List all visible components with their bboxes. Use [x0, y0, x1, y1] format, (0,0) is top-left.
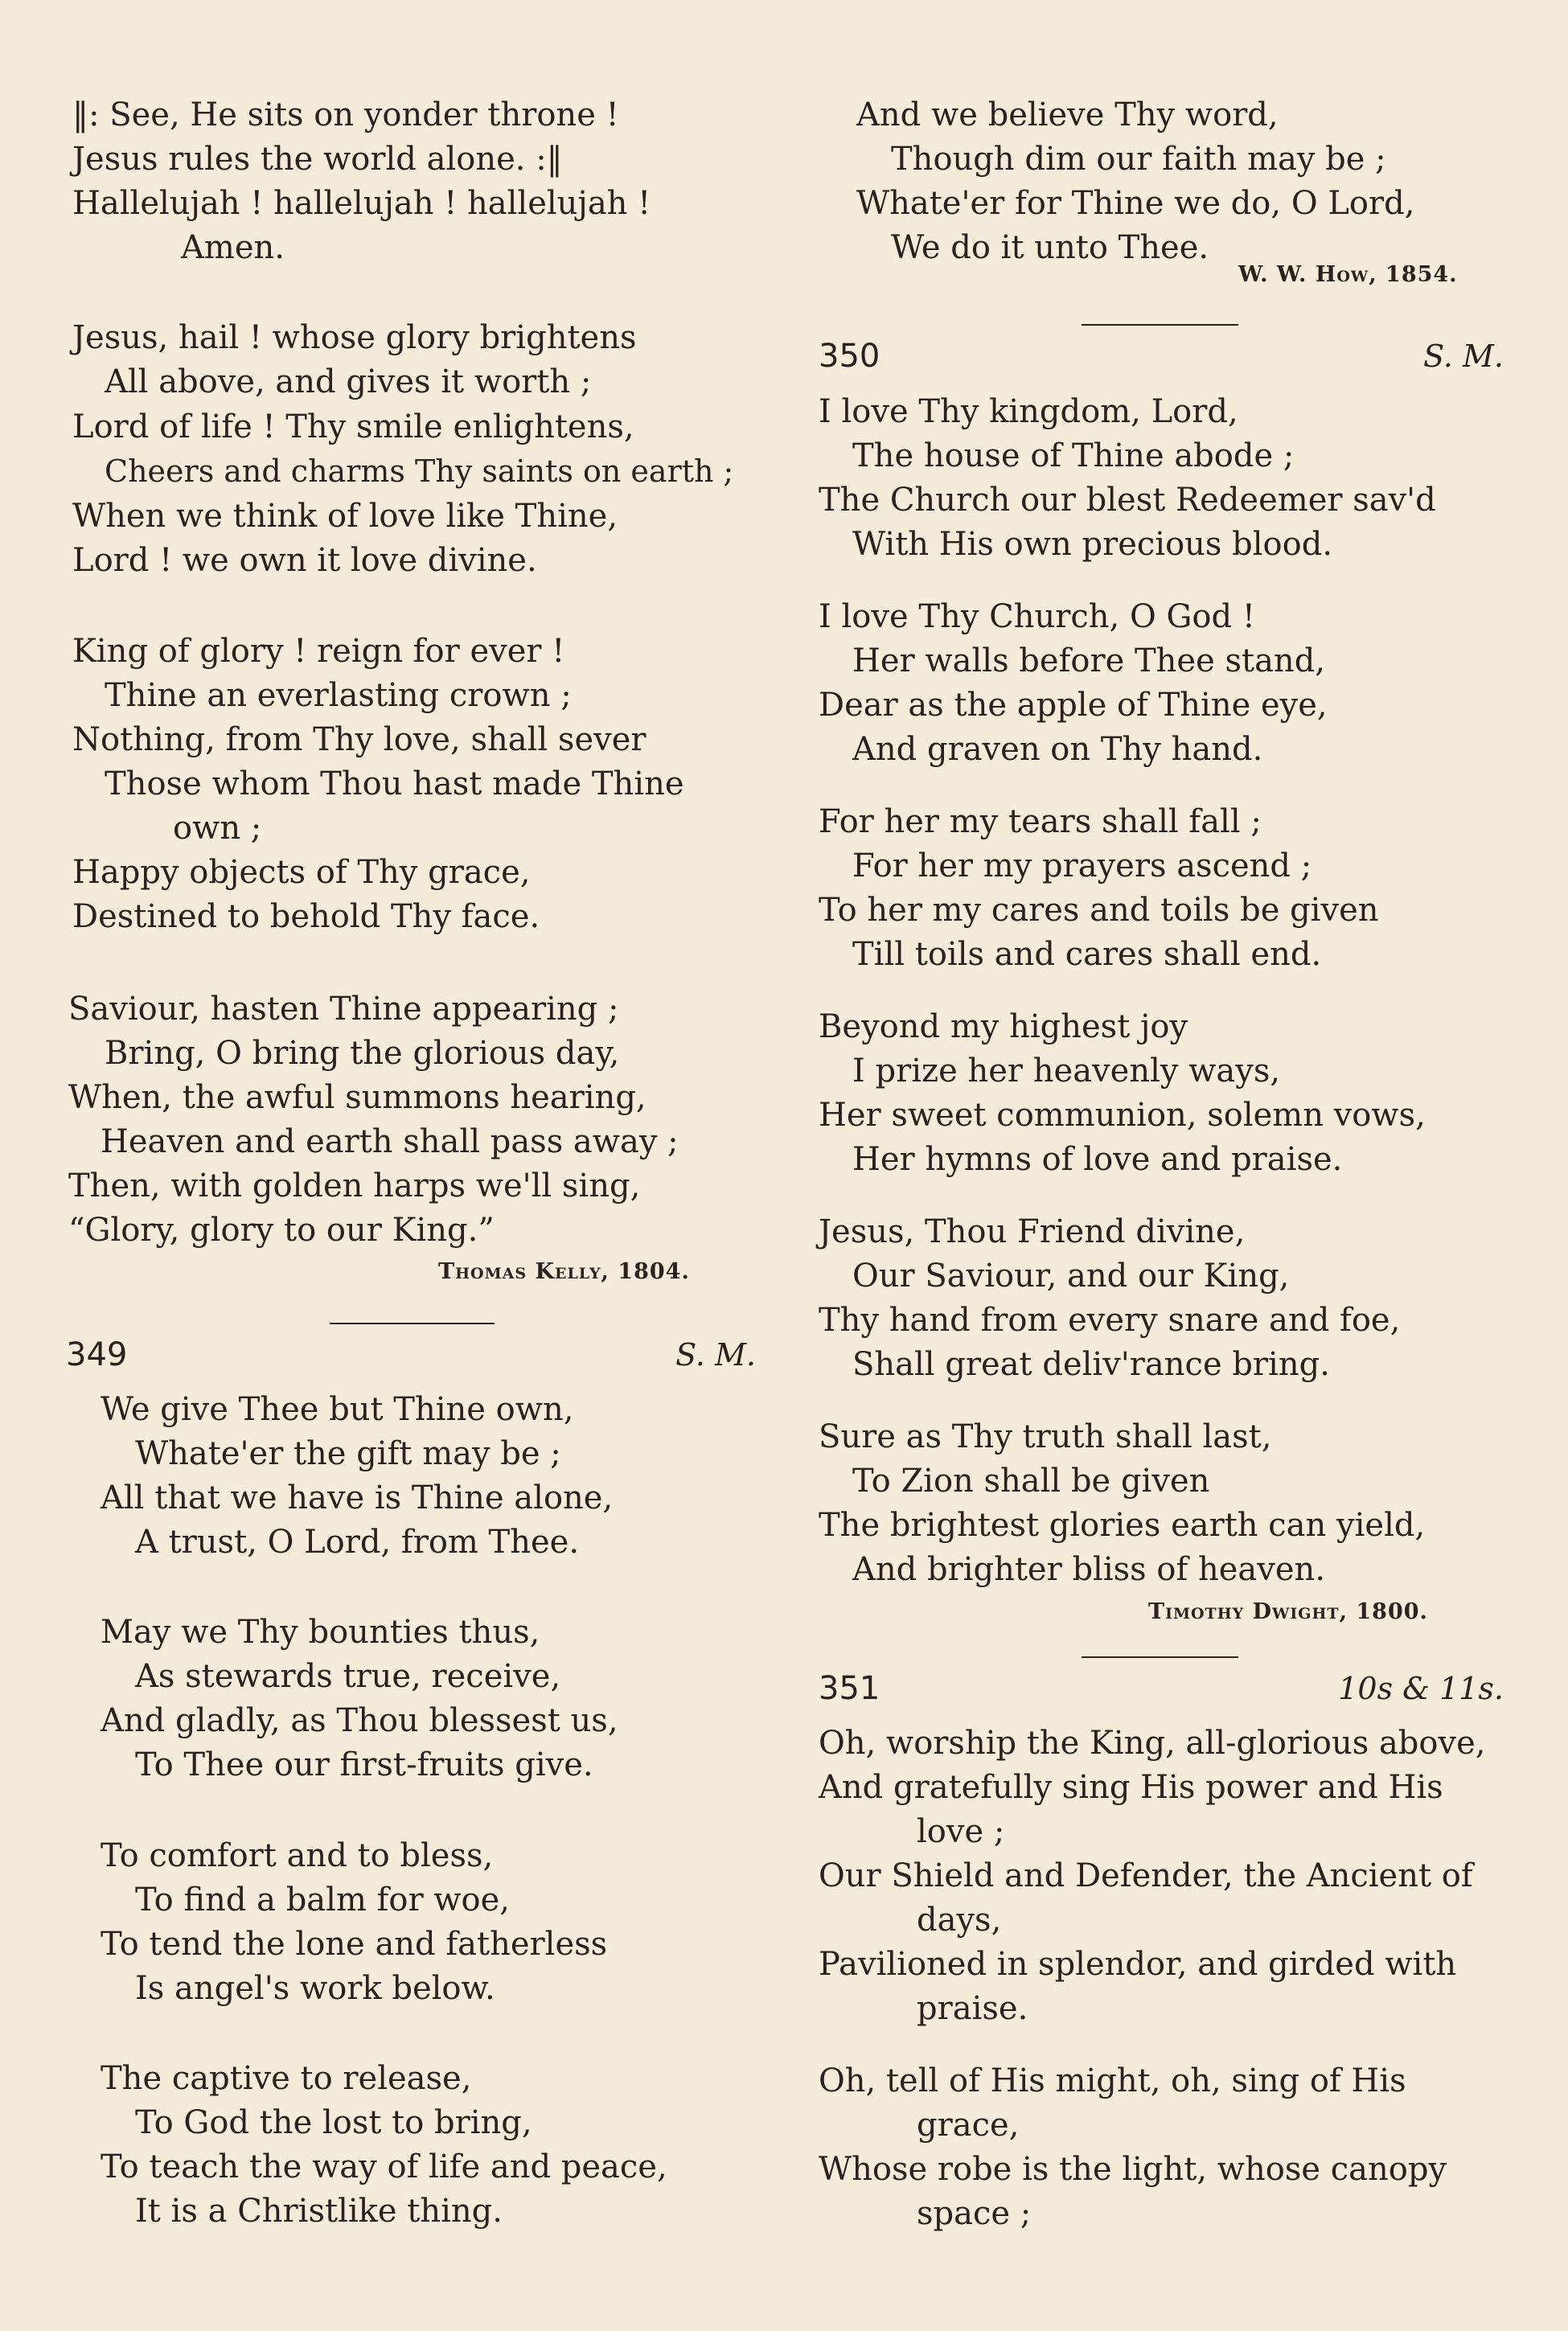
verse-line: And brighter bliss of heaven. — [852, 1551, 1326, 1588]
verse-line: Our Shield and Defender, the Ancient of — [819, 1857, 1473, 1894]
verse-line: And gladly, as Thou blessest us, — [101, 1702, 618, 1739]
hymn-number: 350 — [819, 338, 880, 375]
verse-line: When we think of love like Thine, — [72, 498, 618, 535]
verse-line: Whate'er for Thine we do, O Lord, — [856, 185, 1415, 222]
verse-line: Hallelujah ! hallelujah ! hallelujah ! — [72, 185, 651, 222]
verse-line: Thine an everlasting crown ; — [105, 677, 572, 714]
hymn-divider — [1082, 1656, 1238, 1658]
verse-line: Her sweet communion, solemn vows, — [819, 1097, 1426, 1134]
verse-line: Her hymns of love and praise. — [852, 1141, 1343, 1178]
hymn-meter: 10s & 11s. — [1338, 1671, 1504, 1706]
verse-line: Whose robe is the light, whose canopy — [819, 2151, 1447, 2188]
verse-line: praise. — [917, 1990, 1028, 2027]
verse-line: Jesus, hail ! whose glory brightens — [72, 319, 637, 356]
verse-line: Though dim our faith may be ; — [891, 141, 1386, 178]
verse-line: grace, — [917, 2107, 1020, 2144]
verse-line: As stewards true, receive, — [135, 1658, 561, 1695]
verse-line: Shall great deliv'rance bring. — [852, 1346, 1330, 1383]
verse-line: All that we have is Thine alone, — [101, 1479, 614, 1516]
verse-line: Our Saviour, and our King, — [852, 1258, 1290, 1295]
verse-line: We do it unto Thee. — [891, 229, 1209, 266]
verse-line: It is a Christlike thing. — [135, 2193, 503, 2230]
verse-line: To God the lost to bring, — [135, 2104, 532, 2141]
verse-line: I love Thy Church, O God ! — [819, 598, 1255, 635]
author-credit: Thomas Kelly, 1804. — [438, 1259, 690, 1284]
verse-line: When, the awful summons hearing, — [68, 1079, 646, 1116]
author-credit: Timothy Dwight, 1800. — [1148, 1599, 1428, 1624]
verse-line: I love Thy kingdom, Lord, — [819, 393, 1238, 430]
verse-line: We give Thee but Thine own, — [101, 1391, 574, 1428]
verse-line: Till toils and cares shall end. — [852, 936, 1322, 973]
hymn-meter: S. M. — [1423, 339, 1504, 374]
verse-line: Whate'er the gift may be ; — [135, 1435, 561, 1472]
verse-line: Is angel's work below. — [135, 1970, 495, 2007]
verse-line: Amen. — [181, 229, 285, 266]
verse-line: For her my prayers ascend ; — [852, 847, 1312, 884]
verse-line: To comfort and to bless, — [101, 1837, 494, 1874]
verse-line: To find a balm for woe, — [135, 1882, 511, 1919]
hymn-divider — [330, 1323, 495, 1324]
verse-line: ‖: See, He sits on yonder throne ! — [72, 96, 619, 133]
verse-line: A trust, O Lord, from Thee. — [135, 1524, 580, 1561]
verse-line: Then, with golden harps we'll sing, — [68, 1168, 641, 1204]
verse-line: Dear as the apple of Thine eye, — [819, 687, 1328, 724]
verse-line: The captive to release, — [101, 2060, 472, 2097]
verse-line: Those whom Thou hast made Thine — [105, 765, 684, 802]
verse-line: And gratefully sing His power and His — [819, 1769, 1443, 1806]
verse-line: And we believe Thy word, — [856, 96, 1279, 133]
verse-line: Destined to behold Thy face. — [72, 898, 540, 935]
author-credit: W. W. How, 1854. — [1238, 262, 1458, 287]
hymn-number: 351 — [819, 1670, 880, 1707]
verse-line: days, — [917, 1902, 1002, 1939]
verse-line: I prize her heavenly ways, — [852, 1053, 1281, 1090]
verse-line: Lord of life ! Thy smile enlightens, — [72, 408, 634, 445]
verse-line: Beyond my highest joy — [819, 1008, 1188, 1045]
verse-line: love ; — [917, 1813, 1005, 1850]
hymn-divider — [1082, 324, 1238, 326]
hymn-number: 349 — [66, 1336, 128, 1373]
verse-line: For her my tears shall fall ; — [819, 803, 1262, 840]
verse-line: And graven on Thy hand. — [852, 731, 1263, 768]
verse-line: To tend the lone and fatherless — [101, 1926, 608, 1963]
verse-line: space ; — [917, 2195, 1032, 2232]
verse-line: With His own precious blood. — [852, 526, 1333, 563]
verse-line: To her my cares and toils be given — [819, 892, 1379, 929]
verse-line: Jesus, Thou Friend divine, — [819, 1213, 1246, 1250]
hymn-meter: S. M. — [675, 1337, 756, 1373]
verse-line: The Church our blest Redeemer sav'd — [819, 482, 1436, 519]
verse-line: Bring, O bring the glorious day, — [105, 1035, 620, 1072]
verse-line: To Thee our first-fruits give. — [135, 1746, 593, 1783]
verse-line: King of glory ! reign for ever ! — [72, 633, 565, 670]
verse-line: Thy hand from every snare and foe, — [819, 1302, 1401, 1339]
verse-line: To teach the way of life and peace, — [101, 2148, 667, 2185]
verse-line: To Zion shall be given — [852, 1463, 1210, 1500]
verse-line: Nothing, from Thy love, shall sever — [72, 721, 646, 758]
verse-line: Sure as Thy truth shall last, — [819, 1418, 1272, 1455]
verse-line: Saviour, hasten Thine appearing ; — [68, 991, 619, 1028]
verse-line: Jesus rules the world alone. :‖ — [72, 141, 563, 178]
verse-line: All above, and gives it worth ; — [105, 363, 592, 400]
verse-line: Cheers and charms Thy saints on earth ; — [105, 453, 734, 489]
verse-line: The brightest glories earth can yield, — [819, 1507, 1426, 1544]
verse-line: Lord ! we own it love divine. — [72, 542, 537, 579]
verse-line: May we Thy bounties thus, — [101, 1614, 540, 1651]
verse-line: Oh, worship the King, all-glorious above, — [819, 1725, 1486, 1762]
verse-line: Oh, tell of His might, oh, sing of His — [819, 2062, 1406, 2099]
verse-line: own ; — [173, 810, 262, 847]
verse-line: Heaven and earth shall pass away ; — [101, 1123, 679, 1160]
verse-line: The house of Thine abode ; — [852, 437, 1295, 474]
verse-line: Happy objects of Thy grace, — [72, 854, 531, 891]
verse-line: “Glory, glory to our King.” — [68, 1212, 495, 1249]
verse-line: Her walls before Thee stand, — [852, 642, 1326, 679]
verse-line: Pavilioned in splendor, and girded with — [819, 1946, 1457, 1983]
